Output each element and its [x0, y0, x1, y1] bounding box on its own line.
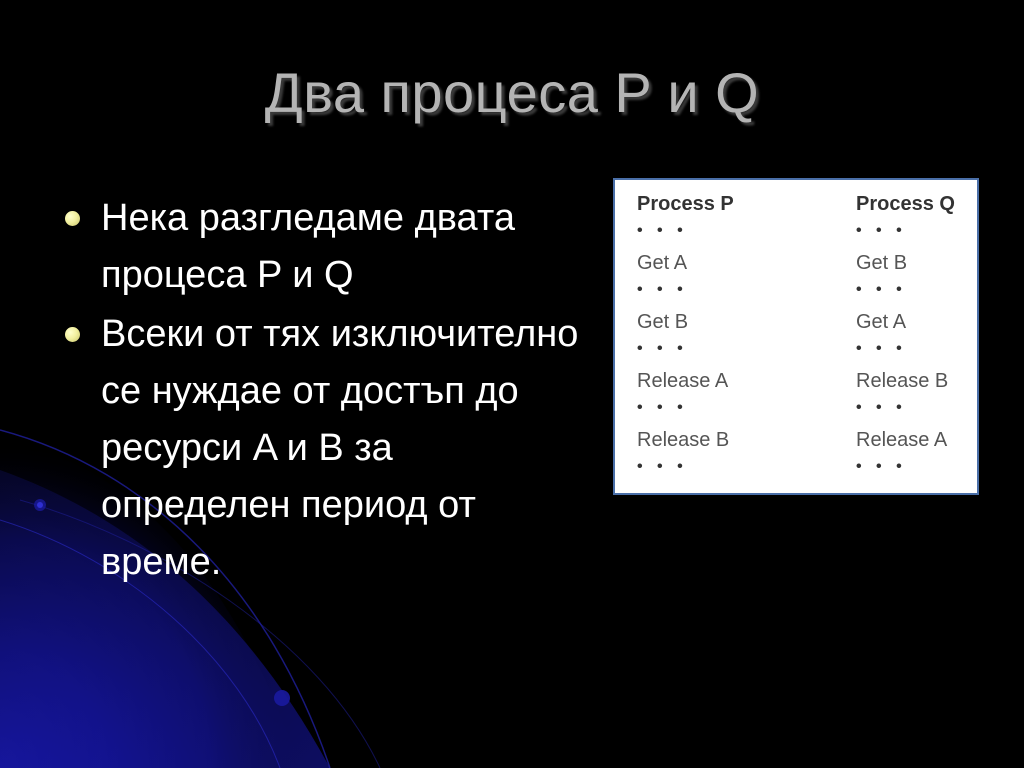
ellipsis-row: • • •	[637, 281, 688, 298]
process-step: Release A	[637, 369, 729, 392]
process-step: Get A	[856, 310, 907, 333]
ellipsis-row: • • •	[856, 281, 907, 298]
bullet-item	[60, 190, 580, 304]
ellipsis-row: • • •	[637, 222, 688, 239]
process-q-header: Process Q	[856, 193, 955, 215]
process-table-image	[613, 178, 979, 495]
bullet-item	[60, 306, 580, 591]
process-p-column	[637, 190, 734, 485]
ellipsis-row: • • •	[856, 222, 907, 239]
process-step: Release B	[637, 428, 730, 451]
ellipsis-row: • • •	[856, 399, 907, 416]
bullet-list	[60, 190, 580, 593]
ellipsis-row: • • •	[856, 458, 907, 475]
ellipsis-row: • • •	[637, 458, 688, 475]
process-step: Get A	[637, 251, 688, 274]
bullet-text: Нека разгледаме двата процеса P и Q	[101, 197, 515, 296]
process-step: Release A	[856, 428, 948, 451]
ellipsis-row: • • •	[637, 399, 688, 416]
bullet-text: Всеки от тях изключително се нуждае от достъп до ресурси A и B за определен период от време.	[101, 313, 579, 583]
ellipsis-row: • • •	[637, 340, 688, 357]
process-q-column	[856, 190, 955, 485]
bullet-icon	[65, 327, 80, 342]
process-step: Get B	[637, 310, 689, 333]
bullet-icon	[65, 211, 80, 226]
process-step: Get B	[856, 251, 908, 274]
process-step: Release B	[856, 369, 949, 392]
slide-title: Два процеса P и Q	[264, 61, 760, 124]
process-p-header: Process P	[637, 193, 734, 215]
ellipsis-row: • • •	[856, 340, 907, 357]
